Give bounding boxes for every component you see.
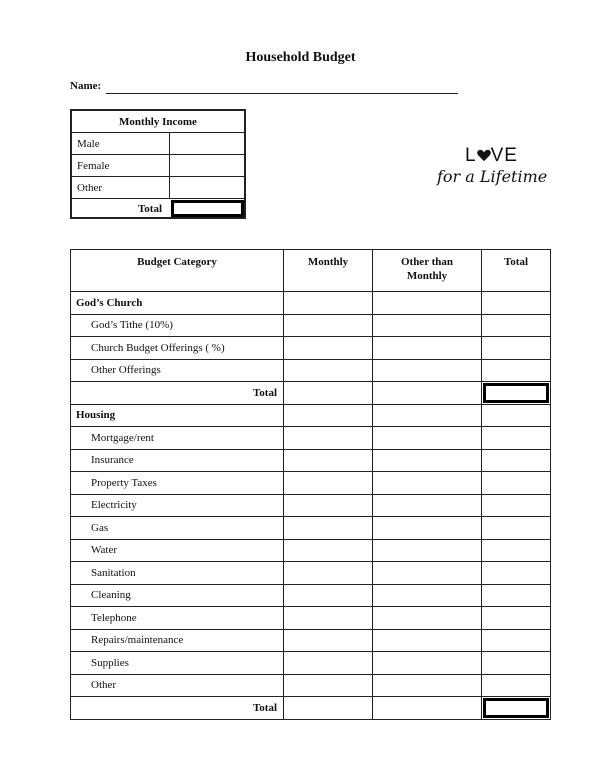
budget-item-row-label: Repairs/maintenance — [71, 629, 284, 652]
total-cell[interactable] — [482, 449, 551, 472]
monthly-cell[interactable] — [284, 427, 373, 450]
header-other-line1: Other than — [400, 256, 454, 268]
income-cell[interactable] — [169, 133, 244, 155]
other-than-monthly-cell[interactable] — [373, 584, 482, 607]
section-total-box — [483, 383, 549, 403]
section-total-cell[interactable] — [482, 697, 551, 720]
other-than-monthly-cell[interactable] — [373, 382, 482, 405]
budget-item-row-label: Church Budget Offerings ( %) — [71, 337, 284, 360]
logo-love-text — [465, 145, 518, 167]
total-cell[interactable] — [482, 674, 551, 697]
income-header: Monthly Income — [72, 111, 244, 133]
budget-item-row-label: Water — [71, 539, 284, 562]
budget-item-row-label: Other — [71, 674, 284, 697]
total-cell[interactable] — [482, 629, 551, 652]
monthly-cell[interactable] — [284, 629, 373, 652]
total-cell[interactable] — [482, 337, 551, 360]
other-than-monthly-cell[interactable] — [373, 674, 482, 697]
monthly-income-table — [70, 109, 246, 219]
section-total-row — [71, 697, 551, 720]
budget-item-row — [71, 674, 551, 697]
budget-item-row-label: Insurance — [71, 449, 284, 472]
total-cell[interactable] — [482, 584, 551, 607]
total-cell[interactable] — [482, 404, 551, 427]
monthly-cell[interactable] — [284, 472, 373, 495]
total-cell[interactable] — [482, 517, 551, 540]
section-heading-row — [71, 292, 551, 315]
other-than-monthly-cell[interactable] — [373, 539, 482, 562]
total-cell[interactable] — [482, 607, 551, 630]
section-total-box — [483, 698, 549, 718]
section-total-row-label: Total — [71, 697, 284, 720]
monthly-cell[interactable] — [284, 337, 373, 360]
budget-item-row — [71, 472, 551, 495]
total-cell[interactable] — [482, 427, 551, 450]
other-than-monthly-cell[interactable] — [373, 652, 482, 675]
other-than-monthly-cell[interactable] — [373, 629, 482, 652]
other-than-monthly-cell[interactable] — [373, 607, 482, 630]
budget-item-row — [71, 584, 551, 607]
income-total-cell[interactable] — [171, 200, 244, 217]
love-for-a-lifetime-logo — [433, 145, 553, 195]
other-than-monthly-cell[interactable] — [373, 562, 482, 585]
header-monthly: Monthly — [284, 250, 373, 292]
budget-item-row — [71, 449, 551, 472]
other-than-monthly-cell[interactable] — [373, 337, 482, 360]
monthly-cell[interactable] — [284, 539, 373, 562]
budget-item-row — [71, 517, 551, 540]
logo-letter-l: L — [465, 145, 477, 166]
budget-item-row — [71, 607, 551, 630]
total-cell[interactable] — [482, 539, 551, 562]
other-than-monthly-cell[interactable] — [373, 292, 482, 315]
budget-item-row-label: Cleaning — [71, 584, 284, 607]
header-budget-category: Budget Category — [71, 250, 284, 292]
income-label: Male — [77, 138, 100, 150]
budget-item-row — [71, 337, 551, 360]
other-than-monthly-cell[interactable] — [373, 427, 482, 450]
monthly-cell[interactable] — [284, 517, 373, 540]
budget-table — [70, 249, 551, 720]
budget-item-row-label: Mortgage/rent — [71, 427, 284, 450]
section-heading-row — [71, 404, 551, 427]
monthly-cell[interactable] — [284, 359, 373, 382]
budget-item-row — [71, 359, 551, 382]
budget-item-row — [71, 314, 551, 337]
page-title: Household Budget — [245, 50, 356, 65]
budget-item-row — [71, 652, 551, 675]
total-cell[interactable] — [482, 314, 551, 337]
monthly-cell[interactable] — [284, 449, 373, 472]
section-total-cell[interactable] — [482, 382, 551, 405]
logo-letters-ve: VE — [490, 145, 518, 166]
other-than-monthly-cell[interactable] — [373, 314, 482, 337]
monthly-cell[interactable] — [284, 607, 373, 630]
monthly-cell[interactable] — [284, 697, 373, 720]
income-label: Other — [77, 182, 103, 194]
other-than-monthly-cell[interactable] — [373, 494, 482, 517]
income-cell[interactable] — [169, 177, 244, 199]
other-than-monthly-cell[interactable] — [373, 697, 482, 720]
budget-item-row-label: Supplies — [71, 652, 284, 675]
budget-item-row-label: God’s Tithe (10%) — [71, 314, 284, 337]
name-field[interactable] — [106, 93, 458, 94]
budget-item-row — [71, 562, 551, 585]
total-cell[interactable] — [482, 359, 551, 382]
monthly-cell[interactable] — [284, 652, 373, 675]
income-label: Female — [77, 160, 110, 172]
section-heading-row-label: Housing — [71, 404, 284, 427]
section-heading-row-label: God’s Church — [71, 292, 284, 315]
total-cell[interactable] — [482, 652, 551, 675]
other-than-monthly-cell[interactable] — [373, 472, 482, 495]
income-row-female — [72, 155, 244, 177]
monthly-cell[interactable] — [284, 292, 373, 315]
total-cell[interactable] — [482, 494, 551, 517]
monthly-cell[interactable] — [284, 404, 373, 427]
name-label: Name: — [70, 80, 102, 92]
monthly-cell[interactable] — [284, 584, 373, 607]
header-other-than-monthly — [373, 250, 482, 292]
heart-icon — [477, 149, 491, 162]
other-than-monthly-cell[interactable] — [373, 359, 482, 382]
budget-item-row-label: Telephone — [71, 607, 284, 630]
other-than-monthly-cell[interactable] — [373, 517, 482, 540]
other-than-monthly-cell[interactable] — [373, 449, 482, 472]
header-total: Total — [482, 250, 551, 292]
budget-item-row — [71, 629, 551, 652]
income-cell[interactable] — [169, 155, 244, 177]
monthly-cell[interactable] — [284, 562, 373, 585]
budget-item-row-label: Other Offerings — [71, 359, 284, 382]
budget-item-row — [71, 427, 551, 450]
monthly-cell[interactable] — [284, 494, 373, 517]
section-total-row-label: Total — [71, 382, 284, 405]
total-cell[interactable] — [482, 562, 551, 585]
budget-item-row-label: Property Taxes — [71, 472, 284, 495]
income-total-label: Total — [137, 203, 162, 215]
other-than-monthly-cell[interactable] — [373, 404, 482, 427]
budget-item-row-label: Sanitation — [71, 562, 284, 585]
budget-header-row — [71, 250, 551, 292]
section-total-row — [71, 382, 551, 405]
monthly-cell[interactable] — [284, 674, 373, 697]
income-row-total — [72, 199, 244, 219]
total-cell[interactable] — [482, 472, 551, 495]
monthly-cell[interactable] — [284, 382, 373, 405]
total-cell[interactable] — [482, 292, 551, 315]
budget-item-row — [71, 539, 551, 562]
budget-item-row-label: Gas — [71, 517, 284, 540]
budget-item-row-label: Electricity — [71, 494, 284, 517]
monthly-cell[interactable] — [284, 314, 373, 337]
income-row-other — [72, 177, 244, 199]
income-row-male — [72, 133, 244, 155]
budget-item-row — [71, 494, 551, 517]
header-other-line2: Monthly — [406, 270, 448, 282]
logo-tagline: for a Lifetime — [437, 167, 548, 186]
